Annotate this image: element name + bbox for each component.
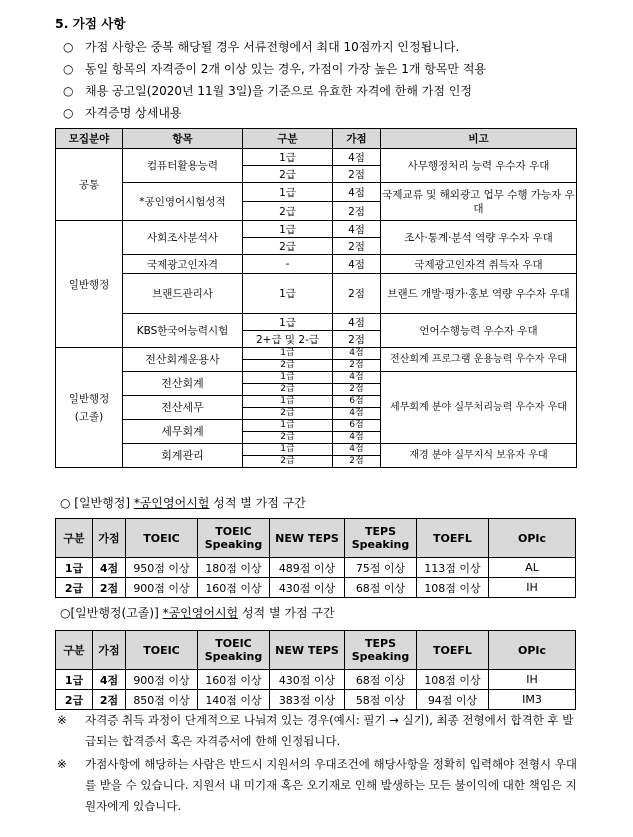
grade-cell: 1급 xyxy=(243,221,333,238)
caption-underlined: *공인영어시험 xyxy=(133,496,210,510)
table-row xyxy=(56,670,576,690)
bullet-mark: ○ xyxy=(63,62,74,76)
remarks-cell: 세무회계 분야 실무처리능력 우수자 우대 xyxy=(381,372,577,444)
table-cell: 108점 이상 xyxy=(417,670,489,690)
table-cell: 383점 이상 xyxy=(270,690,345,710)
grade-cell: 2급 xyxy=(243,238,333,255)
group-general: 일반행정 xyxy=(56,221,123,348)
table-cell: 900점 이상 xyxy=(126,578,198,598)
table-cell: 108점 이상 xyxy=(417,578,489,598)
points-cell: 2점 xyxy=(333,166,381,183)
grade-cell: 2+급 및 2-급 xyxy=(243,331,333,348)
header-cell: TEPS Speaking xyxy=(345,631,417,670)
table-cell: 430점 이상 xyxy=(270,670,345,690)
score-table-general-hs xyxy=(55,630,576,710)
bullet-mark: ○ xyxy=(63,84,74,98)
header-cell: 구분 xyxy=(56,631,93,670)
table-cell: 68점 이상 xyxy=(345,578,417,598)
remarks-cell: 국제광고인자격 취득자 우대 xyxy=(381,255,577,274)
bullet-mark: ○ xyxy=(63,106,74,120)
item-cell: 브랜드관리사 xyxy=(123,274,243,314)
remarks-cell: 사무행정처리 능력 우수자 우대 xyxy=(381,149,577,183)
header-field: 모집분야 xyxy=(56,129,123,149)
caption-text: 성적 별 가점 구간 xyxy=(238,606,335,620)
points-cell: 2점 xyxy=(333,274,381,314)
item-cell: 전산회계 xyxy=(123,372,243,396)
caption-text: ○ [일반행정] xyxy=(60,496,134,510)
caption-text: 성적 별 가점 구간 xyxy=(209,496,306,510)
header-cell: TOEFL xyxy=(417,631,489,670)
grade-cell: 2급 xyxy=(243,384,333,396)
grade-cell: 1급 xyxy=(243,444,333,456)
group-label: 일반행정 xyxy=(68,392,110,405)
remarks-cell: 국제교류 및 해외광고 업무 수행 가능자 우대 xyxy=(381,183,577,221)
points-cell: 2점 xyxy=(333,331,381,348)
grade-cell: 2급 xyxy=(243,166,333,183)
bullet-text: 가점 사항은 중복 해당될 경우 서류전형에서 최대 10점까지 인정됩니다. xyxy=(85,40,460,54)
section-title: 5. 가점 사항 xyxy=(55,16,126,31)
header-cell: TOEIC xyxy=(126,631,198,670)
points-cell: 4점 xyxy=(333,314,381,331)
grade-cell: 1급 xyxy=(243,396,333,408)
table-cell: IM3 xyxy=(489,690,576,710)
group-general-hs xyxy=(56,348,123,468)
header-cell: TOEIC Speaking xyxy=(198,519,270,558)
table-cell: IH xyxy=(489,578,576,598)
group-label: (고졸) xyxy=(74,410,104,423)
points-cell: 2점 xyxy=(333,384,381,396)
table-cell: 160점 이상 xyxy=(198,578,270,598)
table-cell: 68점 이상 xyxy=(345,670,417,690)
points-cell: 4점 xyxy=(333,372,381,384)
header-cell: 구분 xyxy=(56,519,93,558)
points-cell: 4점 xyxy=(333,255,381,274)
bullet-item xyxy=(63,102,623,124)
bullet-text: 동일 항목의 자격증이 2개 이상 있는 경우, 가점이 가장 높은 1개 항목만 적용 xyxy=(85,62,487,76)
grade-cell: 1급 xyxy=(243,183,333,202)
table-header-row xyxy=(56,519,576,558)
note-item xyxy=(55,710,580,752)
item-cell: *공인영어시험성적 xyxy=(123,183,243,221)
grade-cell: 1급 xyxy=(243,372,333,384)
table-cell: 2점 xyxy=(93,690,126,710)
item-cell: 컴퓨터활용능력 xyxy=(123,149,243,183)
header-item: 항목 xyxy=(123,129,243,149)
points-cell: 4점 xyxy=(333,348,381,360)
item-cell: KBS한국어능력시험 xyxy=(123,314,243,348)
header-cell: NEW TEPS xyxy=(270,519,345,558)
table-row xyxy=(56,255,577,274)
remarks-cell: 전산회계 프로그램 운용능력 우수자 우대 xyxy=(381,348,577,372)
item-cell: 회계관리 xyxy=(123,444,243,468)
table-cell: 4점 xyxy=(93,558,126,578)
item-cell: 사회조사분석사 xyxy=(123,221,243,255)
points-cell: 2점 xyxy=(333,202,381,221)
bullet-mark: ○ xyxy=(63,40,74,54)
table-cell: 58점 이상 xyxy=(345,690,417,710)
header-cell: OPIc xyxy=(489,631,576,670)
grade-cell: 1급 xyxy=(243,149,333,166)
table-row xyxy=(56,444,577,456)
header-cell: TEPS Speaking xyxy=(345,519,417,558)
score-table-caption xyxy=(60,494,306,511)
remarks-cell: 언어수행능력 우수자 우대 xyxy=(381,314,577,348)
header-remarks: 비고 xyxy=(381,129,577,149)
grade-cell: 1급 xyxy=(243,314,333,331)
item-cell: 전산세무 xyxy=(123,396,243,420)
points-cell: 4점 xyxy=(333,444,381,456)
header-points: 가점 xyxy=(333,129,381,149)
points-cell: 6점 xyxy=(333,396,381,408)
points-cell: 4점 xyxy=(333,149,381,166)
item-cell: 전산회계운용사 xyxy=(123,348,243,372)
table-cell: 140점 이상 xyxy=(198,690,270,710)
note-item xyxy=(55,754,580,817)
table-row xyxy=(56,348,577,360)
grade-cell: 2급 xyxy=(243,408,333,420)
grade-cell: 2급 xyxy=(243,432,333,444)
points-cell: 6점 xyxy=(333,420,381,432)
table-row xyxy=(56,221,577,238)
note-mark: ※ xyxy=(57,713,67,727)
table-cell: 94점 이상 xyxy=(417,690,489,710)
points-cell: 4점 xyxy=(333,432,381,444)
points-cell: 4점 xyxy=(333,221,381,238)
points-cell: 2점 xyxy=(333,360,381,372)
table-header-row xyxy=(56,129,577,149)
header-cell: OPIc xyxy=(489,519,576,558)
caption-text: ○[일반행정(고졸)] xyxy=(60,606,163,620)
table-cell: 1급 xyxy=(56,670,93,690)
table-cell: 850점 이상 xyxy=(126,690,198,710)
header-grade: 구분 xyxy=(243,129,333,149)
header-cell: TOEFL xyxy=(417,519,489,558)
table-cell: 113점 이상 xyxy=(417,558,489,578)
bullet-item xyxy=(63,36,623,58)
table-cell: 1급 xyxy=(56,558,93,578)
table-cell: 2점 xyxy=(93,578,126,598)
note-text: 가점사항에 해당하는 사람은 반드시 지원서의 우대조건에 해당사항을 정확히 입력해야 전형시 우대를 받을 수 있습니다. 지원서 내 미기재 혹은 오기재로 인해 발생하는 모든 불이익에 대한 책임은 지원자에게 있습니다. xyxy=(85,757,578,813)
table-cell: 2급 xyxy=(56,690,93,710)
header-cell: 가점 xyxy=(93,519,126,558)
header-cell: TOEIC Speaking xyxy=(198,631,270,670)
remarks-cell: 조사·통계·분석 역량 우수자 우대 xyxy=(381,221,577,255)
grade-cell: 1급 xyxy=(243,274,333,314)
points-cell: 2점 xyxy=(333,238,381,255)
grade-cell: 1급 xyxy=(243,348,333,360)
table-row xyxy=(56,314,577,331)
bullet-text: 자격증명 상세내용 xyxy=(85,106,182,120)
table-header-row xyxy=(56,631,576,670)
group-common: 공통 xyxy=(56,149,123,221)
points-cell: 4점 xyxy=(333,408,381,420)
grade-cell: 2급 xyxy=(243,202,333,221)
notes xyxy=(55,710,580,819)
table-cell: 180점 이상 xyxy=(198,558,270,578)
bullet-item xyxy=(63,58,623,80)
table-cell: 430점 이상 xyxy=(270,578,345,598)
bullet-text: 채용 공고일(2020년 11월 3일)을 기준으로 유효한 자격에 한해 가점 인정 xyxy=(85,84,472,98)
table-row xyxy=(56,690,576,710)
header-cell: TOEIC xyxy=(126,519,198,558)
table-row xyxy=(56,149,577,166)
points-cell: 4점 xyxy=(333,183,381,202)
item-cell: 세무회계 xyxy=(123,420,243,444)
table-row xyxy=(56,372,577,384)
note-text: 자격증 취득 과정이 단계적으로 나눠져 있는 경우(예시: 필기 → 실기), 최종 전형에서 합격한 후 발급되는 합격증서 혹은 자격증서에 한해 인정됩니다. xyxy=(85,713,574,748)
table-cell: AL xyxy=(489,558,576,578)
table-row xyxy=(56,274,577,294)
grade-cell: - xyxy=(243,255,333,274)
table-row xyxy=(56,558,576,578)
table-cell: 900점 이상 xyxy=(126,670,198,690)
item-cell: 국제광고인자격 xyxy=(123,255,243,274)
header-cell: NEW TEPS xyxy=(270,631,345,670)
remarks-cell: 재경 분야 실무지식 보유자 우대 xyxy=(381,444,577,468)
bullet-item xyxy=(63,80,623,102)
table-cell: 75점 이상 xyxy=(345,558,417,578)
table-cell: 2급 xyxy=(56,578,93,598)
table-row xyxy=(56,578,576,598)
remarks-cell: 브랜드 개발·평가·홍보 역량 우수자 우대 xyxy=(381,274,577,314)
table-cell: 160점 이상 xyxy=(198,670,270,690)
table-cell: 489점 이상 xyxy=(270,558,345,578)
bonus-points-table xyxy=(55,128,577,468)
note-mark: ※ xyxy=(57,757,67,771)
grade-cell: 2급 xyxy=(243,456,333,468)
score-table-caption xyxy=(60,604,335,621)
caption-underlined: *공인영어시험 xyxy=(162,606,239,620)
grade-cell: 1급 xyxy=(243,420,333,432)
points-cell: 2점 xyxy=(333,456,381,468)
bullet-list xyxy=(63,36,623,124)
score-table-general xyxy=(55,518,576,598)
grade-cell: 2급 xyxy=(243,360,333,372)
table-cell: IH xyxy=(489,670,576,690)
table-cell: 4점 xyxy=(93,670,126,690)
table-row xyxy=(56,183,577,202)
table-cell: 950점 이상 xyxy=(126,558,198,578)
header-cell: 가점 xyxy=(93,631,126,670)
